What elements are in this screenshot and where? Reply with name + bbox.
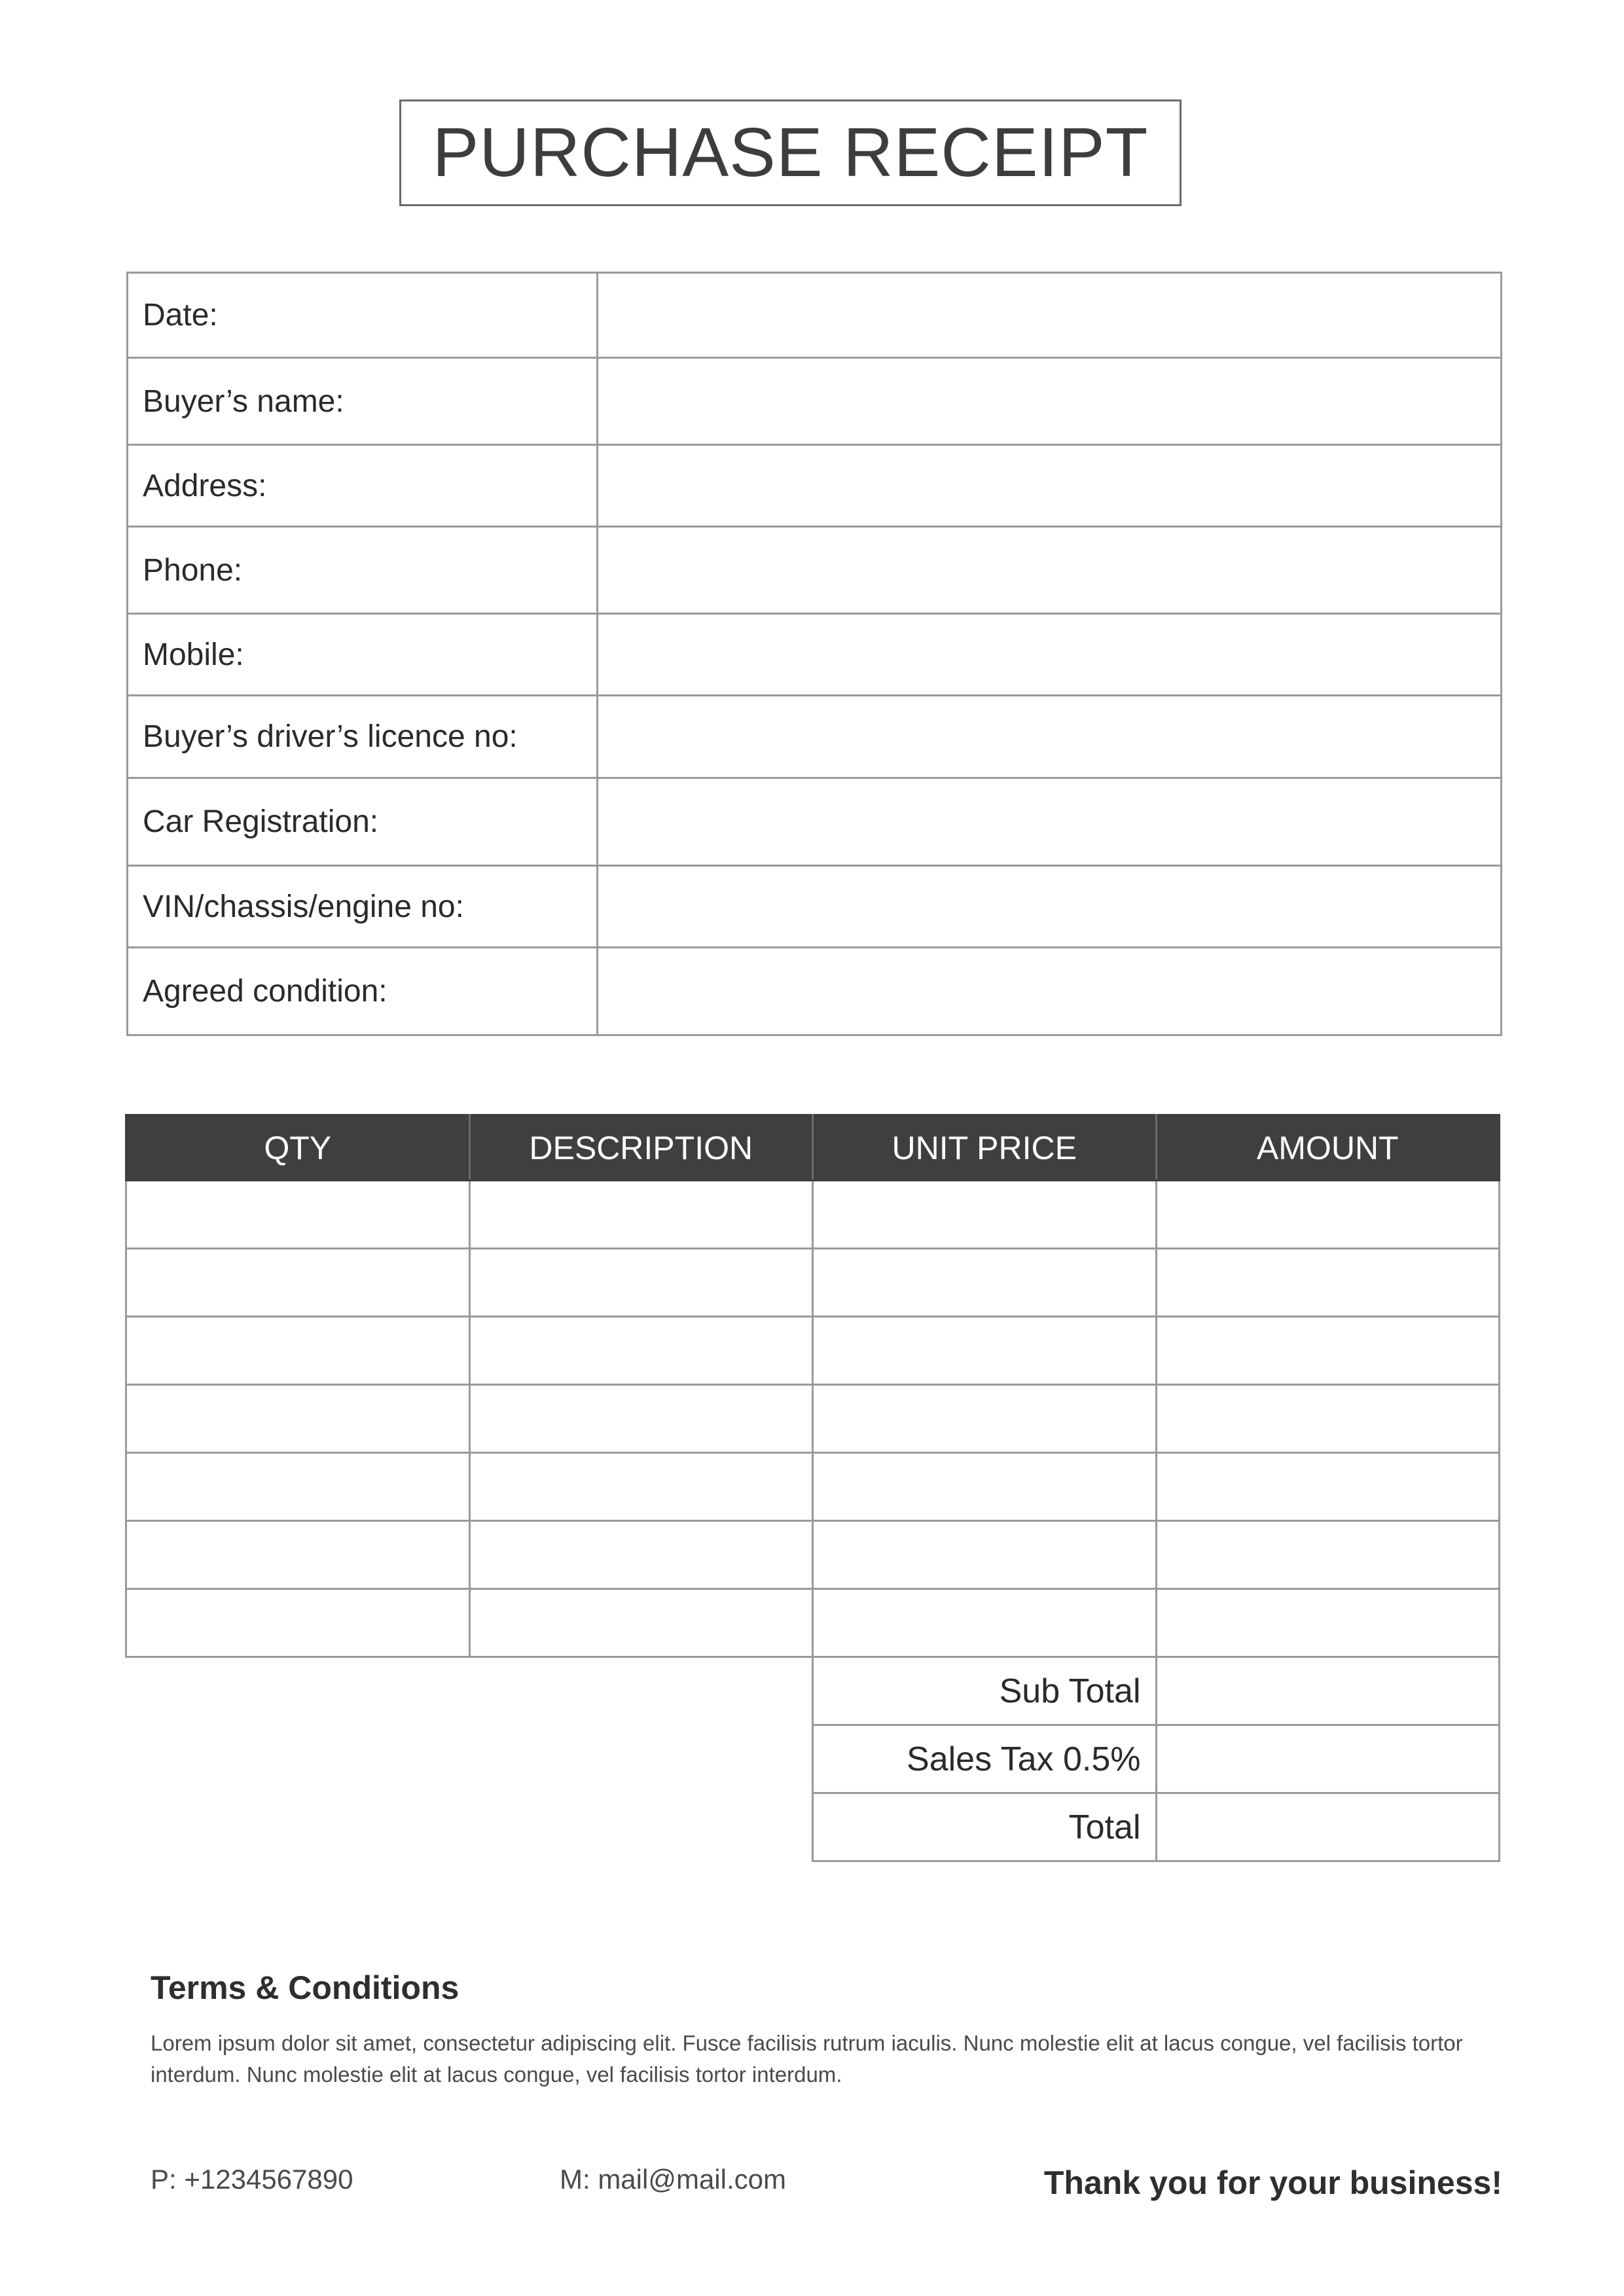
blank-cell [126, 1657, 813, 1725]
sales-tax-row [126, 1725, 1500, 1793]
address-field[interactable] [598, 445, 1502, 527]
buyer-info-table [126, 272, 1502, 1036]
unit-price-cell[interactable] [813, 1317, 1157, 1385]
date-field[interactable] [598, 273, 1502, 358]
subtotal-value[interactable] [1156, 1657, 1500, 1725]
info-row-agreed-condition [128, 948, 1502, 1035]
address-label: Address: [128, 445, 598, 527]
qty-cell[interactable] [126, 1181, 470, 1249]
description-cell[interactable] [469, 1181, 813, 1249]
qty-cell[interactable] [126, 1317, 470, 1385]
items-header-row [126, 1115, 1500, 1181]
description-cell[interactable] [469, 1385, 813, 1453]
info-row-date [128, 273, 1502, 358]
unit-price-cell[interactable] [813, 1521, 1157, 1589]
info-row-vin [128, 866, 1502, 948]
qty-cell[interactable] [126, 1249, 470, 1317]
sales-tax-label: Sales Tax 0.5% [813, 1725, 1157, 1793]
description-cell[interactable] [469, 1249, 813, 1317]
description-cell[interactable] [469, 1317, 813, 1385]
info-row-licence [128, 696, 1502, 778]
total-label: Total [813, 1793, 1157, 1861]
table-row [126, 1317, 1500, 1385]
footer-mail: M: mail@mail.com [560, 2164, 786, 2195]
footer-phone: P: +1234567890 [151, 2164, 353, 2195]
total-row [126, 1793, 1500, 1861]
table-row [126, 1453, 1500, 1521]
description-cell[interactable] [469, 1521, 813, 1589]
info-row-car-registration [128, 778, 1502, 866]
table-row [126, 1521, 1500, 1589]
qty-cell[interactable] [126, 1453, 470, 1521]
table-row [126, 1589, 1500, 1657]
amount-cell[interactable] [1156, 1453, 1500, 1521]
phone-field[interactable] [598, 527, 1502, 614]
amount-cell[interactable] [1156, 1317, 1500, 1385]
amount-cell[interactable] [1156, 1521, 1500, 1589]
terms-title: Terms & Conditions [151, 1969, 460, 2006]
unit-price-header: UNIT PRICE [813, 1115, 1157, 1181]
amount-cell[interactable] [1156, 1589, 1500, 1657]
description-header: DESCRIPTION [469, 1115, 813, 1181]
terms-text: Lorem ipsum dolor sit amet, consectetur adipiscing elit. Fusce facilisis rutrum iaculis. Nunc molestie elit at lacus congue, vel facilisis tortor interdum. Nunc molestie elit at lacus congue, vel facilisis tortor interdum. [151, 2031, 1463, 2087]
amount-cell[interactable] [1156, 1181, 1500, 1249]
info-row-address [128, 445, 1502, 527]
unit-price-cell[interactable] [813, 1453, 1157, 1521]
agreed-condition-field[interactable] [598, 948, 1502, 1035]
phone-label: Phone: [128, 527, 598, 614]
table-row [126, 1249, 1500, 1317]
buyer-name-field[interactable] [598, 358, 1502, 445]
buyer-name-label: Buyer’s name: [128, 358, 598, 445]
info-row-buyer-name [128, 358, 1502, 445]
info-row-phone [128, 527, 1502, 614]
agreed-condition-label: Agreed condition: [128, 948, 598, 1035]
blank-cell [126, 1793, 813, 1861]
car-registration-label: Car Registration: [128, 778, 598, 866]
qty-header: QTY [126, 1115, 470, 1181]
description-cell[interactable] [469, 1589, 813, 1657]
description-cell[interactable] [469, 1453, 813, 1521]
table-row [126, 1385, 1500, 1453]
unit-price-cell[interactable] [813, 1181, 1157, 1249]
unit-price-cell[interactable] [813, 1385, 1157, 1453]
receipt-title-box [399, 99, 1182, 206]
vin-label: VIN/chassis/engine no: [128, 866, 598, 948]
vin-field[interactable] [598, 866, 1502, 948]
unit-price-cell[interactable] [813, 1249, 1157, 1317]
licence-label: Buyer’s driver’s licence no: [128, 696, 598, 778]
date-label: Date: [128, 273, 598, 358]
unit-price-cell[interactable] [813, 1589, 1157, 1657]
amount-cell[interactable] [1156, 1249, 1500, 1317]
sales-tax-value[interactable] [1156, 1725, 1500, 1793]
qty-cell[interactable] [126, 1589, 470, 1657]
blank-cell [126, 1725, 813, 1793]
amount-header: AMOUNT [1156, 1115, 1500, 1181]
mobile-field[interactable] [598, 614, 1502, 696]
car-registration-field[interactable] [598, 778, 1502, 866]
footer-thanks: Thank you for your business! [1043, 2164, 1502, 2201]
items-table [125, 1114, 1500, 1862]
mobile-label: Mobile: [128, 614, 598, 696]
amount-cell[interactable] [1156, 1385, 1500, 1453]
info-row-mobile [128, 614, 1502, 696]
qty-cell[interactable] [126, 1521, 470, 1589]
subtotal-row [126, 1657, 1500, 1725]
table-row [126, 1181, 1500, 1249]
licence-field[interactable] [598, 696, 1502, 778]
subtotal-label: Sub Total [813, 1657, 1157, 1725]
qty-cell[interactable] [126, 1385, 470, 1453]
receipt-title: PURCHASE RECEIPT [432, 114, 1149, 191]
total-value[interactable] [1156, 1793, 1500, 1861]
